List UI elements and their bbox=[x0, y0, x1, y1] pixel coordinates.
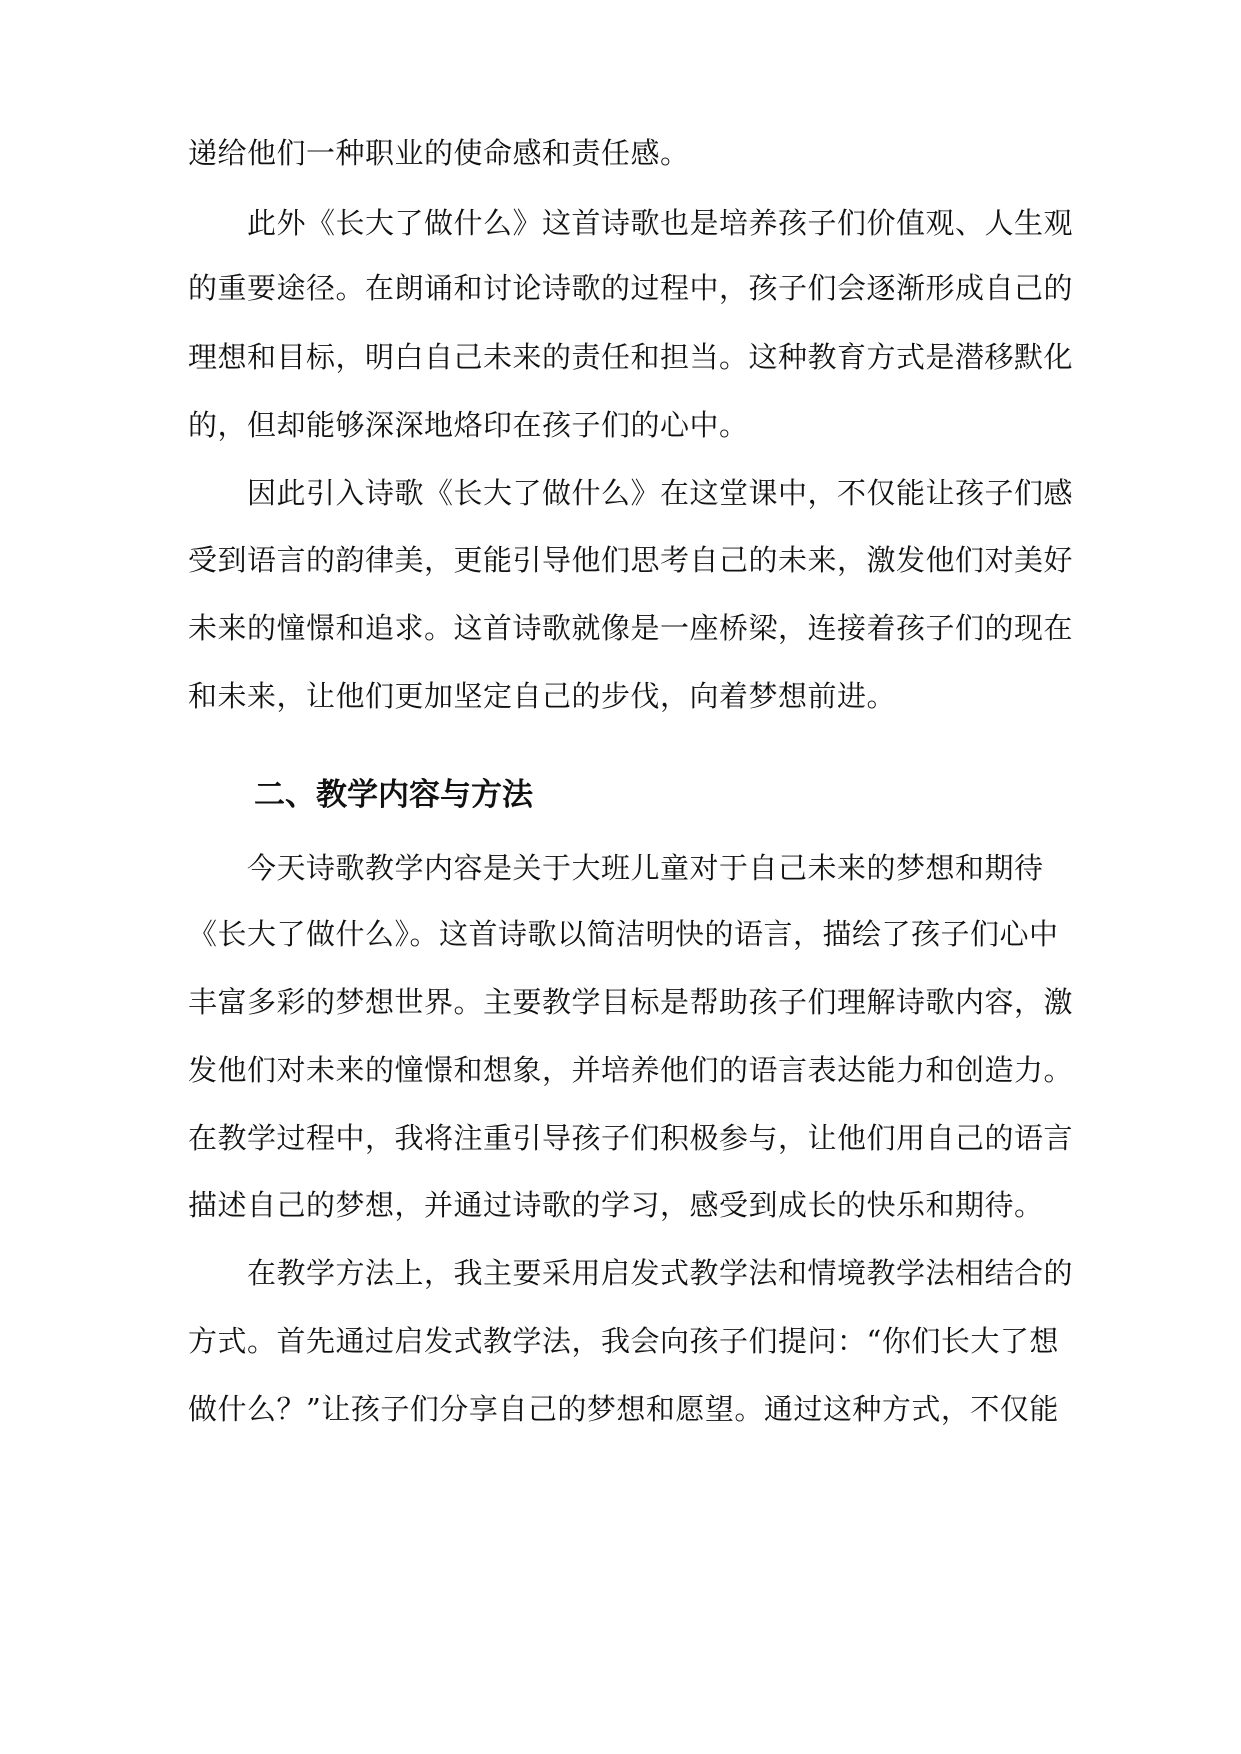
paragraph-line: 理想和目标，明白自己未来的责任和担当。这种教育方式是潜移默化 bbox=[188, 340, 1074, 374]
paragraph-line: 《长大了做什么》。这首诗歌以简洁明快的语言，描绘了孩子们心中 bbox=[188, 917, 1059, 951]
paragraph-line: 受到语言的韵律美，更能引导他们思考自己的未来，激发他们对美好 bbox=[188, 543, 1074, 577]
paragraph-line: 递给他们一种职业的使命感和责任感。 bbox=[188, 136, 690, 170]
paragraph-line: 做什么？”让孩子们分享自己的梦想和愿望。通过这种方式，不仅能 bbox=[188, 1392, 1059, 1426]
paragraph-line: 此外《长大了做什么》这首诗歌也是培养孩子们价值观、人生观 bbox=[247, 206, 1074, 240]
paragraph-line: 和未来，让他们更加坚定自己的步伐，向着梦想前进。 bbox=[188, 679, 897, 713]
paragraph-line: 丰富多彩的梦想世界。主要教学目标是帮助孩子们理解诗歌内容，激 bbox=[188, 985, 1074, 1019]
paragraph-line: 在教学方法上，我主要采用启发式教学法和情境教学法相结合的 bbox=[247, 1256, 1074, 1290]
paragraph-line: 在教学过程中，我将注重引导孩子们积极参与，让他们用自己的语言 bbox=[188, 1121, 1074, 1155]
paragraph-line: 方式。首先通过启发式教学法，我会向孩子们提问：“你们长大了想 bbox=[188, 1324, 1059, 1358]
paragraph-line: 因此引入诗歌《长大了做什么》在这堂课中，不仅能让孩子们感 bbox=[247, 476, 1074, 510]
section-heading: 二、教学内容与方法 bbox=[254, 777, 533, 813]
paragraph-line: 未来的憧憬和追求。这首诗歌就像是一座桥梁，连接着孩子们的现在 bbox=[188, 611, 1074, 645]
paragraph-line: 的重要途径。在朗诵和讨论诗歌的过程中，孩子们会逐渐形成自己的 bbox=[188, 271, 1074, 305]
paragraph-line: 的，但却能够深深地烙印在孩子们的心中。 bbox=[188, 408, 749, 442]
paragraph-line: 今天诗歌教学内容是关于大班儿童对于自己未来的梦想和期待 bbox=[247, 851, 1044, 885]
paragraph-line: 描述自己的梦想，并通过诗歌的学习，感受到成长的快乐和期待。 bbox=[188, 1188, 1044, 1222]
paragraph-line: 发他们对未来的憧憬和想象，并培养他们的语言表达能力和创造力。 bbox=[188, 1053, 1074, 1087]
